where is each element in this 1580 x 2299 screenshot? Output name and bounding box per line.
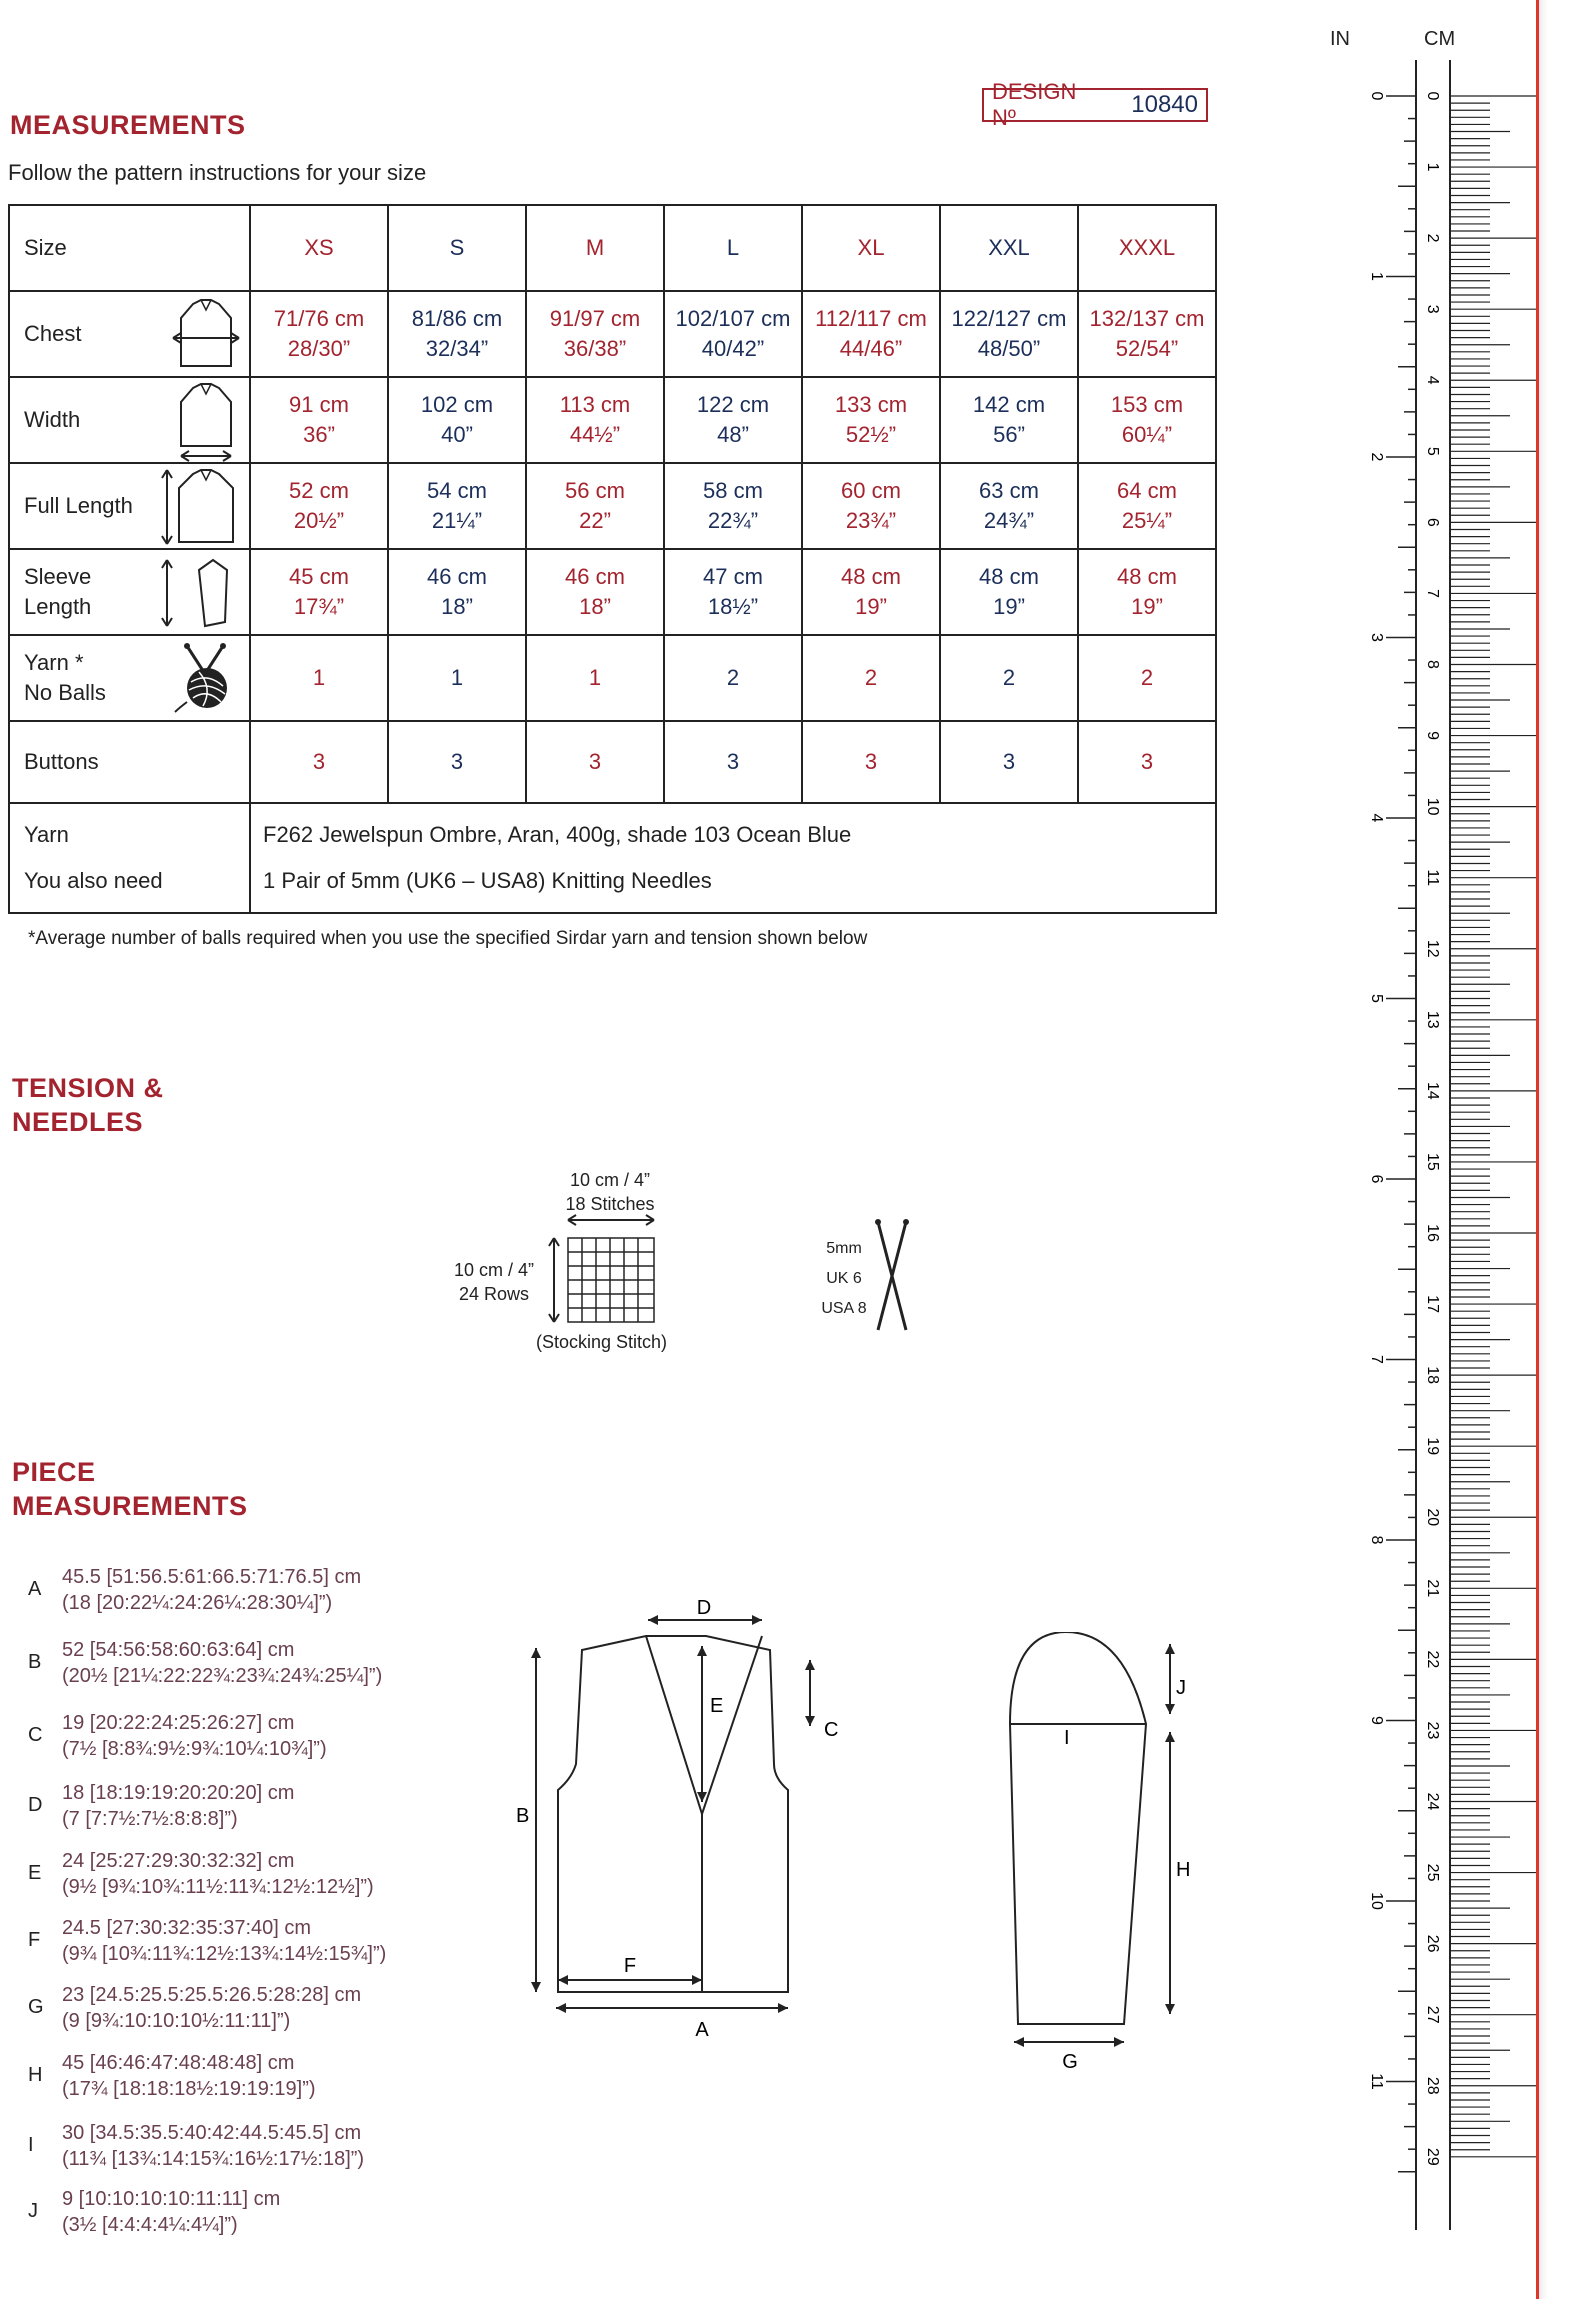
table-row bbox=[9, 635, 1216, 721]
piece-cm: 19 [20:22:24:25:26:27] cm bbox=[62, 1712, 295, 1734]
chest-xs: 71/76 cm 28/30” bbox=[250, 291, 388, 377]
piece-in: (7 [7:7½:7½:8:8:8]”) bbox=[62, 1808, 238, 1830]
tension-title-line2: NEEDLES bbox=[12, 1107, 144, 1137]
size-xl: XL bbox=[802, 205, 940, 291]
piece-cm: 23 [24.5:25.5:25.5:26.5:28:28] cm bbox=[62, 1984, 362, 2006]
ruler-cm-number: 18 bbox=[1424, 1366, 1441, 1385]
piece-letter: F bbox=[28, 1929, 41, 1951]
piece-values bbox=[62, 1982, 361, 2034]
ruler-cm-number: 13 bbox=[1424, 1010, 1441, 1029]
row-label-sleeve-length bbox=[9, 549, 250, 635]
ruler-cm-number: 16 bbox=[1424, 1224, 1441, 1242]
piece-values bbox=[62, 2186, 280, 2238]
size-s: S bbox=[388, 205, 526, 291]
sleeve-xxxl: 48 cm 19” bbox=[1078, 549, 1216, 635]
piece-in: (20½ [21¼:22:22¾:23¾:24¾:25¼]”) bbox=[62, 1665, 383, 1687]
row-label-full-length bbox=[9, 463, 250, 549]
ruler-cm-number: 9 bbox=[1424, 731, 1441, 741]
chest-xl: 112/117 cm 44/46” bbox=[802, 291, 940, 377]
sleeve-label-line1: Sleeve bbox=[24, 564, 92, 589]
piece-values bbox=[62, 1637, 382, 1689]
ruler-cm-number: 2 bbox=[1424, 233, 1441, 243]
design-label: DESIGN Nº bbox=[992, 79, 1077, 130]
ruler-cm-number: 23 bbox=[1424, 1721, 1441, 1740]
ruler-cm-number: 19 bbox=[1424, 1437, 1441, 1456]
width-m: 113 cm 44½” bbox=[526, 377, 664, 463]
design-number-box bbox=[982, 79, 1208, 130]
buttons-xxxl: 3 bbox=[1078, 721, 1216, 803]
yarn-xl: 2 bbox=[802, 635, 940, 721]
ruler-cm-number: 15 bbox=[1424, 1153, 1441, 1171]
piece-letter: A bbox=[28, 1578, 42, 1600]
piece-values bbox=[62, 1848, 374, 1900]
ruler-cm-number: 7 bbox=[1424, 588, 1441, 598]
ruler-cm-number: 8 bbox=[1424, 660, 1441, 669]
ruler-inch-number: 10 bbox=[1368, 1892, 1385, 1910]
ruler-cm-number: 22 bbox=[1424, 1650, 1441, 1669]
piece-cm: 52 [54:56:58:60:63:64] cm bbox=[62, 1639, 295, 1661]
piece-letter: B bbox=[28, 1651, 42, 1673]
full-length-icon bbox=[161, 468, 241, 546]
label-b: B bbox=[516, 1805, 530, 1827]
full-length-l: 58 cm 22¾” bbox=[664, 463, 802, 549]
piece-cm: 45 [46:46:47:48:48:48] cm bbox=[62, 2052, 295, 2074]
piece-values bbox=[62, 1915, 386, 1967]
piece-in: (7½ [8:8¾:9½:9¾:10¼:10¾]”) bbox=[62, 1738, 327, 1760]
piece-letter: G bbox=[28, 1996, 44, 2018]
ruler-cm-number: 24 bbox=[1424, 1792, 1441, 1811]
sleeve-piece-diagram bbox=[990, 1632, 1200, 2072]
ruler-inch-number: 4 bbox=[1368, 813, 1385, 823]
yarn-value: F262 Jewelspun Ombre, Aran, 400g, shade 103 Ocean Blue bbox=[263, 822, 852, 847]
tension-grid-icon bbox=[548, 1214, 660, 1326]
full-length-xl: 60 cm 23¾” bbox=[802, 463, 940, 549]
piece-in: (18 [20:22¼:24:26¼:28:30¼]”) bbox=[62, 1592, 333, 1614]
chest-icon bbox=[171, 298, 241, 370]
buttons-s: 3 bbox=[388, 721, 526, 803]
measurements-subtitle: Follow the pattern instructions for your size bbox=[8, 160, 427, 185]
piece-in: (11¾ [13¾:14:15¾:16½:17½:18]”) bbox=[62, 2148, 365, 2170]
sleeve-xl: 48 cm 19” bbox=[802, 549, 940, 635]
buttons-xs: 3 bbox=[250, 721, 388, 803]
chest-label: Chest bbox=[24, 321, 82, 346]
table-row bbox=[9, 463, 1216, 549]
sleeve-length-icon bbox=[159, 556, 235, 630]
ruler-cm-number: 27 bbox=[1424, 2005, 1441, 2024]
yarn-needs-labels bbox=[9, 803, 250, 913]
piece-in: (3½ [4:4:4:4¼:4¼]”) bbox=[62, 2214, 238, 2236]
ruler-in-label: IN bbox=[1330, 28, 1350, 50]
piece-in: (9½ [9¾:10¾:11½:11¾:12½:12½]”) bbox=[62, 1876, 374, 1898]
page-edge-line bbox=[1536, 0, 1539, 2299]
label-g: G bbox=[1062, 2051, 1078, 2072]
sleeve-m: 46 cm 18” bbox=[526, 549, 664, 635]
chest-xxxl: 132/137 cm 52/54” bbox=[1078, 291, 1216, 377]
size-l: L bbox=[664, 205, 802, 291]
tension-width-label: 10 cm / 4” 18 Stitches bbox=[565, 1170, 655, 1214]
stitch-type-label: (Stocking Stitch) bbox=[536, 1332, 668, 1352]
yarn-ball-icon bbox=[173, 642, 237, 714]
sleeve-xs: 45 cm 17¾” bbox=[250, 549, 388, 635]
ruler-cm-number: 14 bbox=[1424, 1081, 1441, 1100]
ruler-cm-number: 3 bbox=[1424, 304, 1441, 314]
ruler-inch-number: 5 bbox=[1368, 994, 1385, 1003]
yarn-s: 1 bbox=[388, 635, 526, 721]
ruler-cm-number: 29 bbox=[1424, 2147, 1441, 2166]
chest-m: 91/97 cm 36/38” bbox=[526, 291, 664, 377]
label-c: C bbox=[824, 1719, 839, 1741]
measurements-title: MEASUREMENTS bbox=[10, 110, 246, 140]
piece-values bbox=[62, 1564, 361, 1616]
sleeve-l: 47 cm 18½” bbox=[664, 549, 802, 635]
pieces-title-line2: MEASUREMENTS bbox=[12, 1491, 248, 1521]
ruler-cm-number: 21 bbox=[1424, 1579, 1441, 1598]
piece-cm: 24.5 [27:30:32:35:37:40] cm bbox=[62, 1917, 312, 1939]
buttons-xl: 3 bbox=[802, 721, 940, 803]
ruler-cm-number: 20 bbox=[1424, 1508, 1441, 1527]
ruler-cm-number: 10 bbox=[1424, 797, 1441, 816]
yarn-label-line2: No Balls bbox=[24, 680, 106, 705]
piece-values bbox=[62, 1780, 294, 1832]
piece-letter: H bbox=[28, 2064, 43, 2086]
table-row bbox=[9, 549, 1216, 635]
label-j: J bbox=[1176, 1677, 1186, 1699]
yarn-xxl: 2 bbox=[940, 635, 1078, 721]
ruler-cm-number: 5 bbox=[1424, 446, 1441, 456]
ruler-inch-number: 3 bbox=[1368, 633, 1385, 642]
yarn-l: 2 bbox=[664, 635, 802, 721]
table-row bbox=[9, 205, 1216, 291]
piece-cm: 24 [25:27:29:30:32:32] cm bbox=[62, 1850, 295, 1872]
ruler-cm-number: 25 bbox=[1424, 1863, 1441, 1882]
ruler-inch-number: 11 bbox=[1368, 2073, 1385, 2090]
tension-title-line1: TENSION & bbox=[12, 1073, 164, 1103]
chest-l: 102/107 cm 40/42” bbox=[664, 291, 802, 377]
ruler-inch-number: 0 bbox=[1368, 91, 1385, 101]
footnote: *Average number of balls required when you use the specified Sirdar yarn and tension shown below bbox=[28, 928, 868, 949]
ruler-cm-number: 11 bbox=[1424, 869, 1441, 886]
ruler-inch-number: 9 bbox=[1368, 1716, 1385, 1725]
body-piece-diagram bbox=[516, 1596, 856, 2036]
row-label-chest bbox=[9, 291, 250, 377]
width-xl: 133 cm 52½” bbox=[802, 377, 940, 463]
width-xs: 91 cm 36” bbox=[250, 377, 388, 463]
yarn-m: 1 bbox=[526, 635, 664, 721]
piece-cm: 45.5 [51:56.5:61:66.5:71:76.5] cm bbox=[62, 1566, 362, 1588]
ruler-cm-number: 4 bbox=[1424, 375, 1441, 385]
tension-height-label: 10 cm / 4” 24 Rows bbox=[453, 1260, 535, 1304]
ruler-cm-number: 6 bbox=[1424, 517, 1441, 527]
size-xxxl: XXXL bbox=[1078, 205, 1216, 291]
tension-title bbox=[12, 1071, 164, 1139]
yarn-xxxl: 2 bbox=[1078, 635, 1216, 721]
ruler bbox=[1290, 60, 1540, 2240]
ruler-cm-number: 26 bbox=[1424, 1934, 1441, 1953]
needle-size-labels: 5mm UK 6 USA 8 bbox=[821, 1240, 867, 1317]
table-row bbox=[9, 291, 1216, 377]
ruler-cm-number: 1 bbox=[1424, 162, 1441, 172]
width-label: Width bbox=[24, 407, 81, 432]
width-l: 122 cm 48” bbox=[664, 377, 802, 463]
ruler-inch-number: 8 bbox=[1368, 1535, 1385, 1545]
piece-letter: C bbox=[28, 1724, 43, 1746]
sleeve-s: 46 cm 18” bbox=[388, 549, 526, 635]
size-xs: XS bbox=[250, 205, 388, 291]
table-row bbox=[9, 803, 1216, 913]
yarn-label-line1: Yarn * bbox=[24, 650, 84, 675]
knitting-needles-icon bbox=[872, 1218, 912, 1334]
label-i: I bbox=[1064, 1727, 1070, 1749]
pieces-title bbox=[12, 1455, 248, 1523]
also-need-value: 1 Pair of 5mm (UK6 – USA8) Knitting Needles bbox=[263, 868, 712, 893]
also-need-label: You also need bbox=[24, 868, 163, 893]
size-header: Size bbox=[9, 205, 250, 291]
pieces-title-line1: PIECE bbox=[12, 1457, 96, 1487]
buttons-l: 3 bbox=[664, 721, 802, 803]
piece-letter: E bbox=[28, 1862, 42, 1884]
piece-cm: 18 [18:19:19:20:20:20] cm bbox=[62, 1782, 295, 1804]
ruler-cm-number: 12 bbox=[1424, 939, 1441, 958]
ruler-inch-number: 6 bbox=[1368, 1174, 1385, 1184]
buttons-xxl: 3 bbox=[940, 721, 1078, 803]
full-length-xxxl: 64 cm 25¼” bbox=[1078, 463, 1216, 549]
full-length-xxl: 63 cm 24¾” bbox=[940, 463, 1078, 549]
width-xxl: 142 cm 56” bbox=[940, 377, 1078, 463]
buttons-m: 3 bbox=[526, 721, 664, 803]
design-number: 10840 bbox=[1131, 91, 1198, 118]
size-xxl: XXL bbox=[940, 205, 1078, 291]
yarn-xs: 1 bbox=[250, 635, 388, 721]
label-e: E bbox=[710, 1695, 724, 1717]
piece-in: (9 [9¾:10:10:10½:11:11]”) bbox=[62, 2010, 291, 2032]
ruler-cm-number: 28 bbox=[1424, 2076, 1441, 2095]
page-edge bbox=[1538, 0, 1580, 2299]
yarn-label: Yarn bbox=[24, 822, 69, 847]
piece-letter: D bbox=[28, 1794, 43, 1816]
row-label-buttons: Buttons bbox=[9, 721, 250, 803]
piece-cm: 9 [10:10:10:10:11:11] cm bbox=[62, 2188, 281, 2210]
sleeve-label-line2: Length bbox=[24, 594, 92, 619]
label-h: H bbox=[1176, 1859, 1191, 1881]
ruler-inch-number: 1 bbox=[1368, 272, 1385, 281]
width-xxxl: 153 cm 60¼” bbox=[1078, 377, 1216, 463]
piece-values bbox=[62, 1710, 327, 1762]
ruler-inch-number: 7 bbox=[1368, 1355, 1385, 1364]
sleeve-xxl: 48 cm 19” bbox=[940, 549, 1078, 635]
row-label-yarn-balls bbox=[9, 635, 250, 721]
ruler-cm-number: 17 bbox=[1424, 1295, 1441, 1313]
ruler-cm-label: CM bbox=[1424, 28, 1456, 50]
piece-letter: J bbox=[28, 2200, 38, 2222]
table-row bbox=[9, 721, 1216, 803]
chest-s: 81/86 cm 32/34” bbox=[388, 291, 526, 377]
table-row bbox=[9, 377, 1216, 463]
piece-letter: I bbox=[28, 2134, 34, 2156]
label-d: D bbox=[696, 1597, 712, 1619]
label-f: F bbox=[623, 1955, 637, 1977]
piece-values bbox=[62, 2120, 364, 2172]
chest-xxl: 122/127 cm 48/50” bbox=[940, 291, 1078, 377]
full-length-xs: 52 cm 20½” bbox=[250, 463, 388, 549]
width-s: 102 cm 40” bbox=[388, 377, 526, 463]
full-length-s: 54 cm 21¼” bbox=[388, 463, 526, 549]
full-length-m: 56 cm 22” bbox=[526, 463, 664, 549]
width-icon bbox=[171, 382, 241, 462]
yarn-needs-values bbox=[250, 803, 1216, 913]
row-label-width bbox=[9, 377, 250, 463]
piece-cm: 30 [34.5:35.5:40:42:44.5:45.5] cm bbox=[62, 2122, 362, 2144]
piece-in: (17¾ [18:18:18½:19:19:19]”) bbox=[62, 2078, 316, 2100]
piece-in: (9¾ [10¾:11¾:12½:13¾:14½:15¾]”) bbox=[62, 1943, 387, 1965]
measurements-table bbox=[8, 204, 1217, 914]
ruler-cm-number: 0 bbox=[1424, 91, 1441, 101]
ruler-inch-number: 2 bbox=[1368, 452, 1385, 462]
piece-values bbox=[62, 2050, 316, 2102]
size-m: M bbox=[526, 205, 664, 291]
label-a: A bbox=[695, 2019, 709, 2036]
full-length-label: Full Length bbox=[24, 493, 133, 518]
